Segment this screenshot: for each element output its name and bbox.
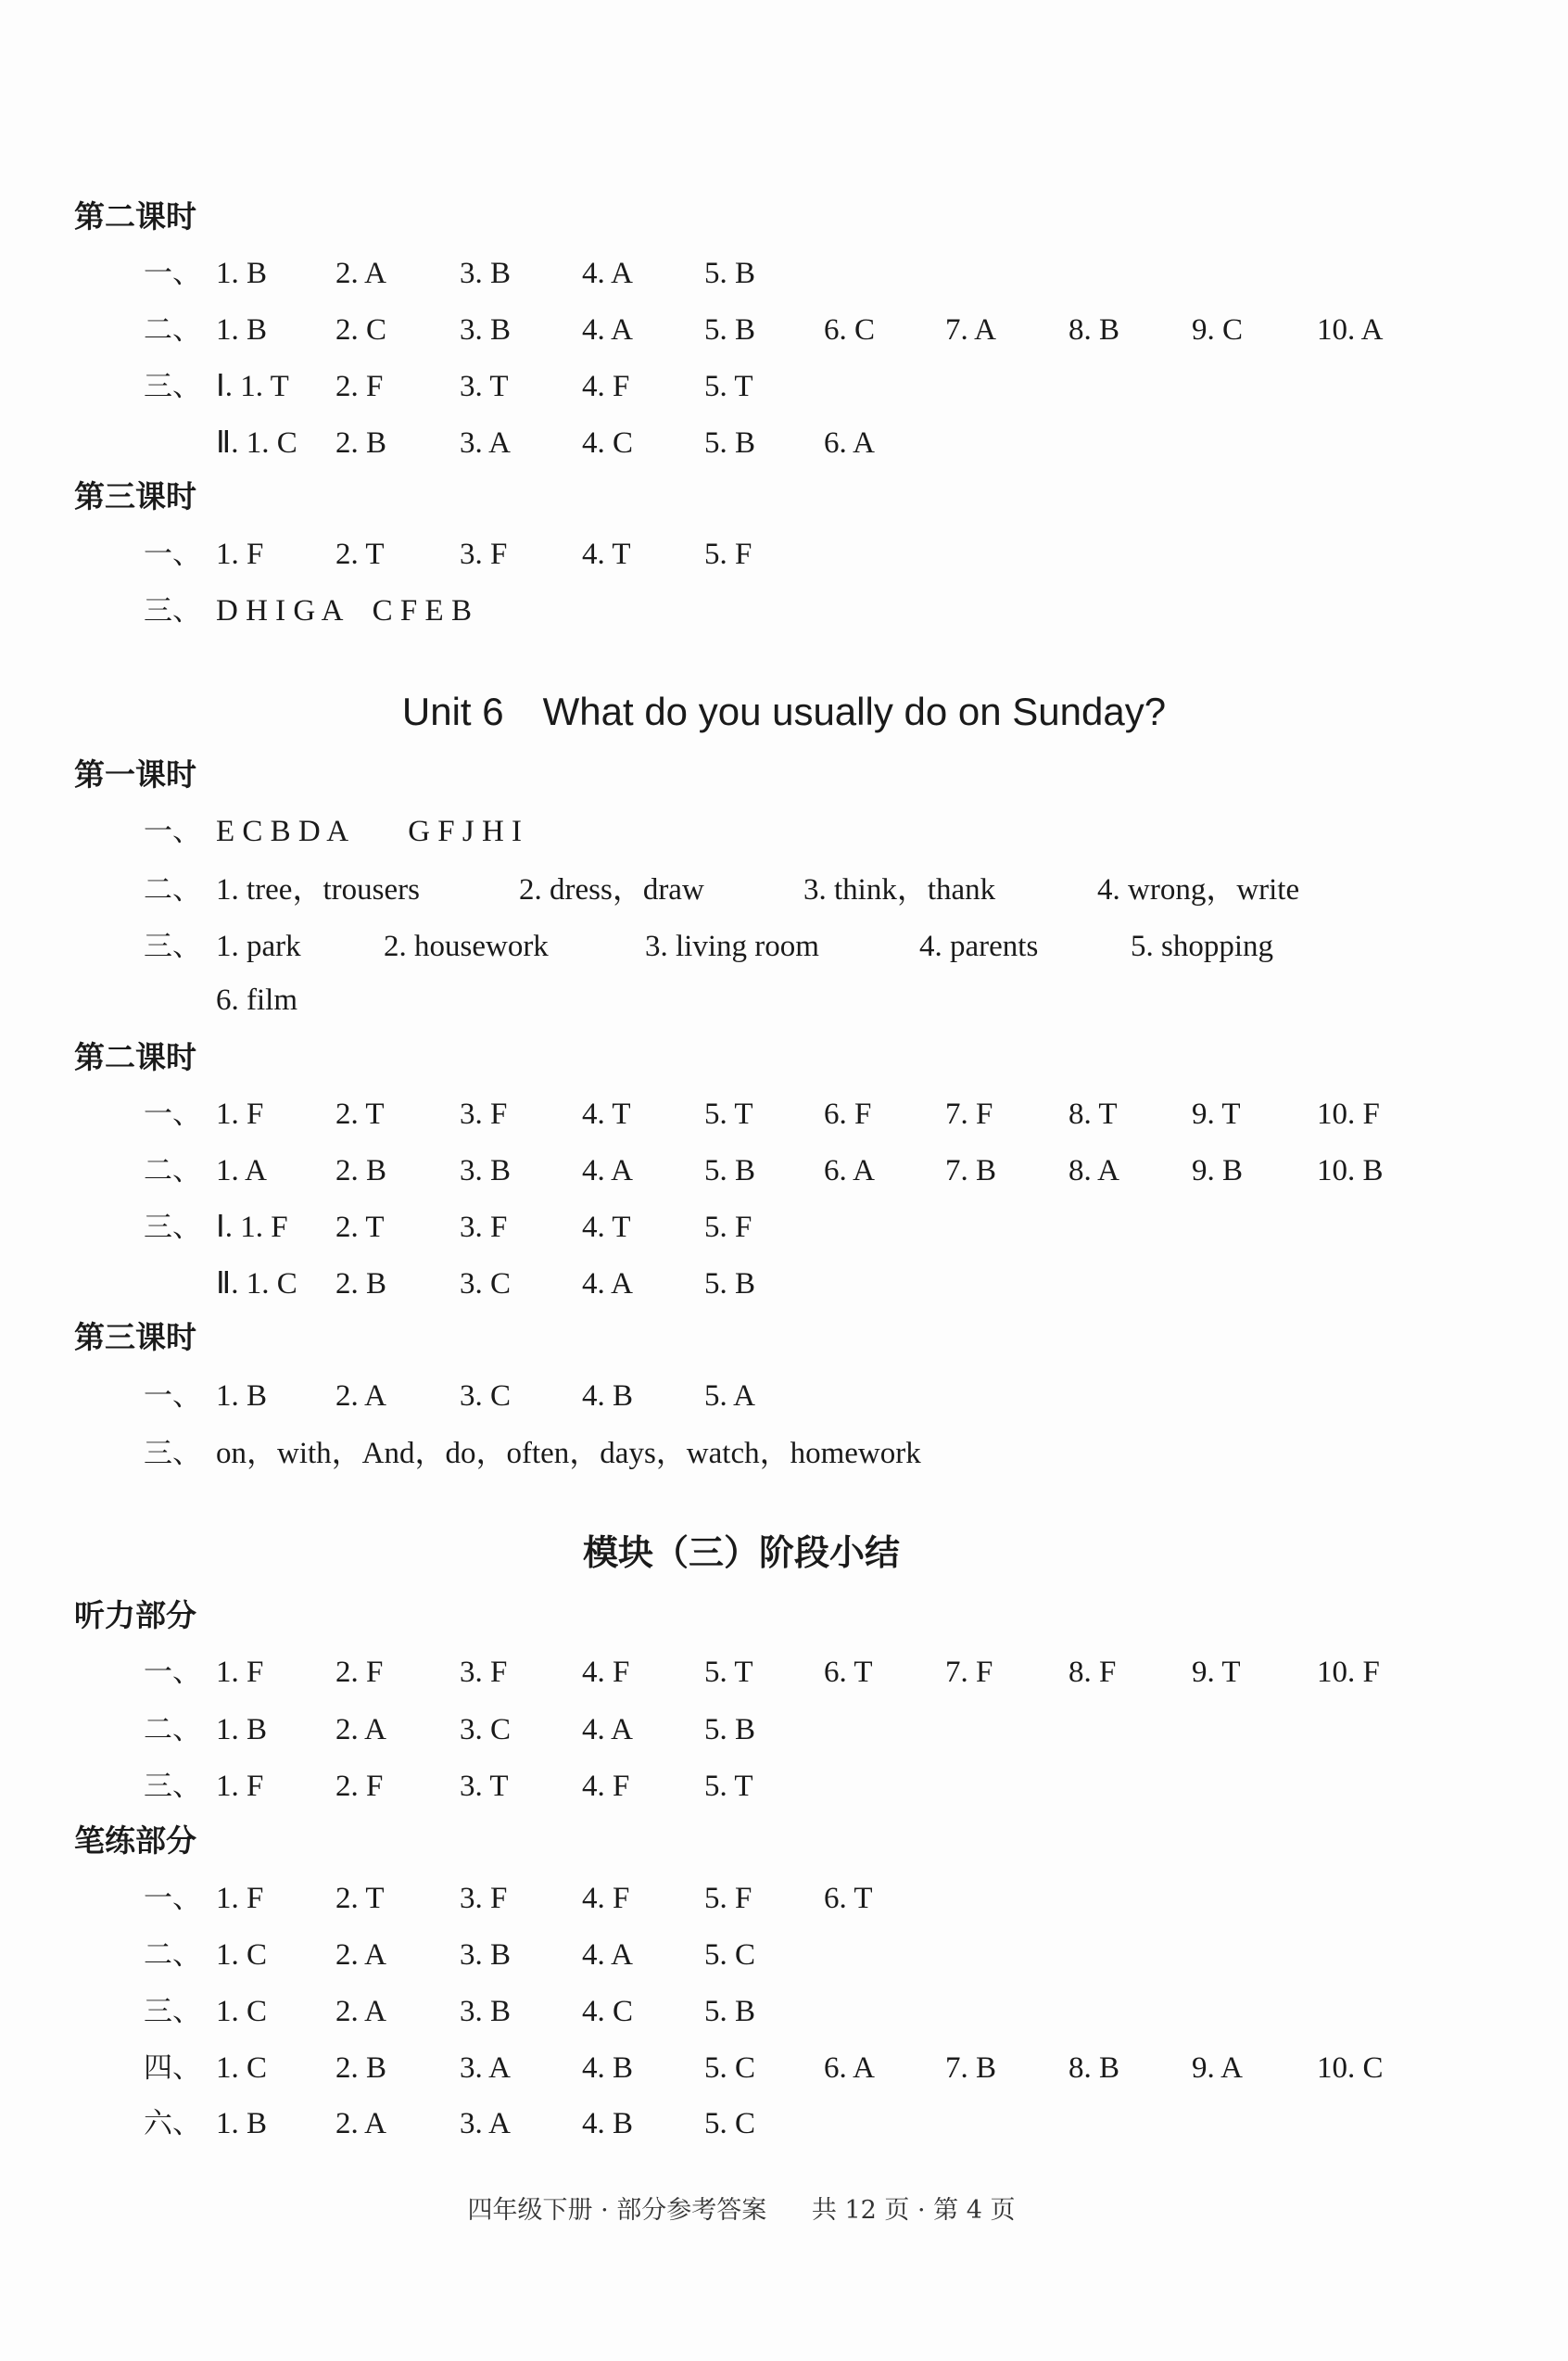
question-number: 三、 <box>144 930 201 964</box>
answer-item: 3. F <box>460 1656 508 1690</box>
answer-item: 9. T <box>1192 1097 1241 1131</box>
answer-item: 10. C <box>1317 2051 1384 2086</box>
answer-item: 4. C <box>582 426 634 461</box>
answer-item: 1. C <box>216 2051 268 2086</box>
answer-item: 4. B <box>582 1379 634 1414</box>
answer-item: 3. living room <box>645 930 819 964</box>
answer-item: 8. A <box>1069 1154 1120 1188</box>
answer-item: 2. A <box>335 1995 387 2029</box>
answer-item: 5. T <box>704 1097 753 1131</box>
answer-item: 3. C <box>460 1712 512 1746</box>
question-number: 二、 <box>144 1712 201 1746</box>
answer-item: 2. B <box>335 1267 387 1301</box>
answer-item: 1. F <box>216 1097 264 1131</box>
lesson-heading <box>0 1310 1568 1365</box>
answer-item: 8. T <box>1069 1097 1118 1131</box>
answer-item: 9. T <box>1192 1656 1241 1690</box>
answer-item: 5. F <box>704 1881 752 1915</box>
answer-item: 1. B <box>216 256 268 290</box>
answer-item: 4. A <box>582 256 634 290</box>
answer-item: 9. A <box>1192 2051 1244 2086</box>
answer-item: 7. F <box>945 1656 993 1690</box>
question-number: 一、 <box>144 256 201 290</box>
question-number: 三、 <box>144 1436 201 1470</box>
answer-row <box>0 919 1568 974</box>
answer-item: 4. T <box>582 1097 631 1131</box>
answer-item: 6. A <box>824 1154 876 1188</box>
answer-item: 2. A <box>335 256 387 290</box>
answer-row <box>0 1368 1568 1424</box>
answer-item: 2. A <box>335 2106 387 2140</box>
answer-item: 2. T <box>335 1881 385 1915</box>
answer-item: 2. B <box>335 2051 387 2086</box>
answer-row <box>0 1256 1568 1312</box>
page-footer <box>0 2188 1483 2234</box>
answer-item: 2. F <box>335 1656 384 1690</box>
answer-item: Ⅱ. 1. C <box>216 426 297 461</box>
answer-item: 3. C <box>460 1267 512 1301</box>
answer-item: 1. B <box>216 313 268 348</box>
answer-item: 8. B <box>1069 2051 1120 2086</box>
answer-item: 4. F <box>582 1881 630 1915</box>
answer-item: 2. dress，draw <box>519 873 704 908</box>
lesson-heading <box>0 747 1568 803</box>
answer-item: 2. A <box>335 1712 387 1746</box>
answer-item: D H I G A C F E B <box>216 593 472 628</box>
answer-item: 1. F <box>216 1881 264 1915</box>
answer-item: 4. A <box>582 1937 634 1972</box>
question-number: 一、 <box>144 1097 201 1131</box>
answer-item: 2. F <box>335 1769 384 1803</box>
answer-item: 1. A <box>216 1154 268 1188</box>
answer-item: 1. C <box>216 1937 268 1972</box>
question-number: 三、 <box>144 1769 201 1803</box>
question-number: 六、 <box>144 2106 201 2140</box>
answer-item: 10. F <box>1317 1097 1380 1131</box>
answer-item: 7. B <box>945 1154 997 1188</box>
answer-item: Ⅰ. 1. T <box>216 370 289 404</box>
answer-item: 4. parents <box>919 930 1039 964</box>
answer-item: 5. B <box>704 1995 756 2029</box>
answer-item: 10. A <box>1317 313 1384 348</box>
answer-item: 1. B <box>216 1379 268 1414</box>
answer-item: 3. F <box>460 537 508 571</box>
answer-row <box>0 1871 1568 1926</box>
answer-item: 3. T <box>460 370 509 404</box>
answer-item: 4. A <box>582 313 634 348</box>
answer-item: 4. B <box>582 2051 634 2086</box>
answer-item: 2. F <box>335 370 384 404</box>
answer-item: 3. B <box>460 313 512 348</box>
lesson-heading-text: 第三课时 <box>74 478 196 515</box>
answer-item: E C B D A G F J H I <box>216 815 523 849</box>
answer-item: 4. T <box>582 1211 631 1245</box>
answer-item: 5. B <box>704 426 756 461</box>
lesson-heading-text: 听力部分 <box>74 1597 196 1634</box>
answer-item: 3. B <box>460 1154 512 1188</box>
lesson-heading-text: 第三课时 <box>74 1319 196 1356</box>
answer-item: 5. B <box>704 313 756 348</box>
answer-item: 2. T <box>335 537 385 571</box>
answer-item: 7. A <box>945 313 997 348</box>
question-number: 二、 <box>144 873 201 908</box>
answer-item: 3. B <box>460 1995 512 2029</box>
answer-item: 3. F <box>460 1097 508 1131</box>
answer-item: 8. F <box>1069 1656 1117 1690</box>
answer-item: 4. F <box>582 370 630 404</box>
footer-book: 四年级下册 · 部分参考答案 <box>467 2196 767 2225</box>
question-number: 三、 <box>144 1995 201 2029</box>
answer-row <box>0 1143 1568 1199</box>
lesson-heading <box>0 1030 1568 1085</box>
question-number: 二、 <box>144 1937 201 1972</box>
section-title <box>0 684 1568 740</box>
answer-row <box>0 302 1568 358</box>
answer-item: 1. B <box>216 1712 268 1746</box>
footer-pages: 共 12 页 · 第 4 页 <box>811 2196 1016 2225</box>
answer-item: 6. T <box>824 1881 873 1915</box>
answer-row <box>0 1984 1568 2039</box>
answer-item: 6. C <box>824 313 876 348</box>
answer-item: 5. shopping <box>1131 930 1274 964</box>
lesson-heading-text: 第一课时 <box>74 756 196 793</box>
answer-item: 5. B <box>704 1154 756 1188</box>
answer-item: 2. A <box>335 1937 387 1972</box>
answer-item: 4. wrong，write <box>1097 873 1300 908</box>
answer-item: 1. C <box>216 1995 268 2029</box>
answer-item: 2. T <box>335 1097 385 1131</box>
answer-item: 3. C <box>460 1379 512 1414</box>
question-number: 一、 <box>144 537 201 571</box>
section-title-text: Unit 6 What do you usually do on Sunday? <box>401 690 1167 734</box>
answer-item: 6. T <box>824 1656 873 1690</box>
answer-item: Ⅱ. 1. C <box>216 1267 297 1301</box>
answer-row <box>0 2096 1568 2152</box>
answer-row <box>0 1702 1568 1758</box>
answer-item: 5. B <box>704 256 756 290</box>
answer-item: 2. T <box>335 1211 385 1245</box>
answer-item: 4. T <box>582 537 631 571</box>
answer-item: 1. F <box>216 1769 264 1803</box>
answer-item: 4. A <box>582 1712 634 1746</box>
answer-item: 5. B <box>704 1712 756 1746</box>
question-number: 三、 <box>144 1211 201 1245</box>
question-number: 一、 <box>144 1379 201 1414</box>
section-title-text: 模块（三）阶段小结 <box>582 1532 900 1574</box>
answer-row <box>0 862 1568 918</box>
answer-item: 4. A <box>582 1154 634 1188</box>
answer-row <box>0 415 1568 471</box>
answer-item: 2. B <box>335 1154 387 1188</box>
answer-item: 4. B <box>582 2106 634 2140</box>
question-number: 二、 <box>144 1154 201 1188</box>
answer-row <box>0 1758 1568 1814</box>
answer-item: 3. B <box>460 256 512 290</box>
answer-item: 2. A <box>335 1379 387 1414</box>
answer-item: 4. A <box>582 1267 634 1301</box>
question-number: 三、 <box>144 370 201 404</box>
answer-item: 5. T <box>704 1769 753 1803</box>
answer-row <box>0 972 1568 1028</box>
question-number: 四、 <box>144 2051 201 2086</box>
lesson-heading <box>0 469 1568 525</box>
answer-item: 3. A <box>460 2051 512 2086</box>
answer-item: 5. A <box>704 1379 756 1414</box>
lesson-heading <box>0 189 1568 245</box>
answer-item: 5. F <box>704 1211 752 1245</box>
answer-item: 3. A <box>460 426 512 461</box>
answer-item: 9. C <box>1192 313 1244 348</box>
answer-item: 5. B <box>704 1267 756 1301</box>
answer-item: 5. C <box>704 2051 756 2086</box>
answer-row <box>0 804 1568 859</box>
answer-item: 3. A <box>460 2106 512 2140</box>
lesson-heading-text: 笔练部分 <box>74 1822 196 1860</box>
answer-item: 10. F <box>1317 1656 1380 1690</box>
answer-row <box>0 246 1568 301</box>
answer-item: 8. B <box>1069 313 1120 348</box>
answer-item: 7. B <box>945 2051 997 2086</box>
answer-item: 6. film <box>216 984 297 1018</box>
lesson-heading-text: 第二课时 <box>74 197 196 235</box>
section-title <box>0 1525 1568 1580</box>
answer-item: 4. F <box>582 1769 630 1803</box>
answer-item: 7. F <box>945 1097 993 1131</box>
answer-item: 1. F <box>216 537 264 571</box>
answer-row <box>0 2040 1568 2096</box>
answer-item: 3. B <box>460 1937 512 1972</box>
answer-row <box>0 1086 1568 1142</box>
answer-row <box>0 1927 1568 1983</box>
answer-row <box>0 359 1568 414</box>
answer-item: 4. C <box>582 1995 634 2029</box>
question-number: 一、 <box>144 1656 201 1690</box>
answer-item: 2. C <box>335 313 387 348</box>
answer-item: Ⅰ. 1. F <box>216 1211 288 1245</box>
answer-item: 5. C <box>704 1937 756 1972</box>
answer-item: 3. F <box>460 1881 508 1915</box>
answer-item: 9. B <box>1192 1154 1244 1188</box>
answer-item: 10. B <box>1317 1154 1384 1188</box>
answer-item: 6. A <box>824 2051 876 2086</box>
answer-row <box>0 1200 1568 1255</box>
answer-item: 1. tree，trousers <box>216 873 420 908</box>
answer-row <box>0 527 1568 582</box>
answer-item: 5. T <box>704 370 753 404</box>
lesson-heading <box>0 1588 1568 1644</box>
answer-item: 6. A <box>824 426 876 461</box>
answer-item: 3. think，thank <box>803 873 996 908</box>
answer-item: 1. F <box>216 1656 264 1690</box>
answer-row <box>0 583 1568 639</box>
answer-item: 5. F <box>704 537 752 571</box>
answer-item: 5. C <box>704 2106 756 2140</box>
question-number: 一、 <box>144 815 201 849</box>
answer-row <box>0 1644 1568 1700</box>
lesson-heading <box>0 1813 1568 1869</box>
answer-item: 3. T <box>460 1769 509 1803</box>
answer-item: 2. B <box>335 426 387 461</box>
answer-item: 5. T <box>704 1656 753 1690</box>
answer-item: 3. F <box>460 1211 508 1245</box>
answer-item: 4. F <box>582 1656 630 1690</box>
question-number: 三、 <box>144 593 201 628</box>
answer-item: 6. F <box>824 1097 872 1131</box>
answer-item: on，with，And，do，often，days，watch，homework <box>216 1436 921 1470</box>
answer-item: 1. B <box>216 2106 268 2140</box>
answer-item: 1. park <box>216 930 301 964</box>
lesson-heading-text: 第二课时 <box>74 1038 196 1075</box>
question-number: 一、 <box>144 1881 201 1915</box>
answer-item: 2. housework <box>384 930 549 964</box>
answer-row <box>0 1426 1568 1481</box>
question-number: 二、 <box>144 313 201 348</box>
